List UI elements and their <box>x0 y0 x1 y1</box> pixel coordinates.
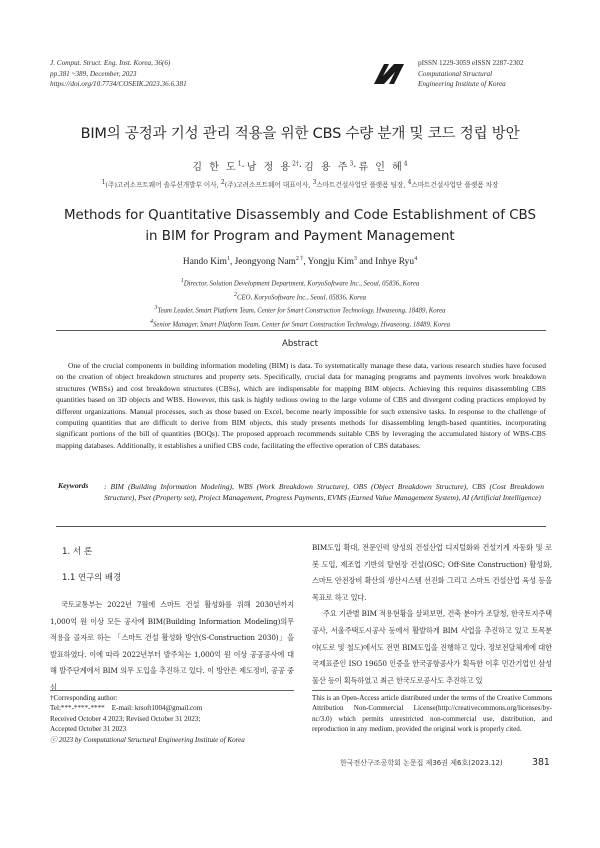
journal-pages: pp.381 ~389, December, 2023 <box>50 69 137 78</box>
journal-doi[interactable]: https://doi.org/10.7734/COSEIK.2023.36.6.381 <box>50 80 187 88</box>
author-email[interactable]: E-mail: krsoft1004@gmail.com <box>111 704 203 713</box>
body-left-column: 국토교통부는 2022년 7월에 스마트 건설 활성화를 위해 2030년까지 1,000억 원 이상 모든 공사에 BIM(Building Information Modeling)의무 적용을 골자로 하는 「스마트 건설 활성화 방안(S-Construction 2030)」을 발표하였다. 이에 따라 2022년부터 발주처는 1,000억 원 이상 공공공사에 대해 발주단계에서 BIM 의무 도입을 추진하고 있다. 이 방안은 제도정비, 공공 중심 <box>50 600 294 692</box>
publisher-line2: Engineering Institute of Korea <box>418 80 506 88</box>
abstract-top-rule <box>56 330 546 331</box>
paper-title-korean: BIM의 공정과 기성 관리 적용을 위한 CBS 수량 분개 및 코드 정립 방안 <box>80 126 520 142</box>
section-heading: 1. 서 론 <box>62 547 93 557</box>
footnote-rule-right <box>312 690 552 691</box>
paper-title-english: Methods for Quantitative Disassembly and Code Establishment of CBS in BIM for Program and Payment Management <box>63 208 537 244</box>
authors-korean: 김 한 도$^1$·남 정 용$^{2\dagger}$·김 용 주$^3$·류 인 혜$^4$ <box>192 160 408 173</box>
publisher-line1: Computational Structural <box>418 69 493 78</box>
author-ko-1: 김 한 도 <box>192 162 238 173</box>
affiliations-english: $^1$Director, Solution Development Department, KoryoSoftware Inc., Seoul, 05836, Korea $^2$CEO, KoryoSoftware Inc., Seoul, 05836, Korea $^3$Team Leader, Smart Platform Team, Center for Smart Construction Technology, Hwaseong, 18489, Korea $^4$Senior Manager, Smart Platform Team, Center for Smart Construction Technology, Hwaseong, 18489, Korea <box>150 278 450 328</box>
coseik-logo-icon <box>372 60 406 86</box>
body-right-column <box>312 540 552 689</box>
abstract-text: One of the crucial components in building information modeling (BIM) is data. To systematically manage these data, various research studies have focused on the creation of object breakdown structures and property sets. Specifically, crucial data for managing programs and payments involves work breakdown structures (WBSs) and cost breakdown structures (CBSs), which are indispensable for mapping BIM objects. Achieving this requires disassembling CBS quantities based on 3D objects and WBS. However, this task is highly tedious owing to the large volume of CBS and divergent coding practices employed by different organizations. Manual processes, such as those based on Excel, become nearly impossible for such extensive tasks. In response to the challenge of computing quantities that are difficult to derive from BIM objects, this study presents methods for disassembling length-based quantities, incorporating significant portions of the bill of quantities (BOQs). The proposed approach recommends suitable CBS by leveraging the accumulated history of WBS-CBS mapping databases. Additionally, it establishes a unified CBS code, facilitating the effective operation of CBS databases. <box>56 361 546 450</box>
issn: pISSN 1229-3059 eISSN 2287-2302 <box>418 59 524 67</box>
body-right-paragraph-2: 주요 기관별 BIM 적용현황을 살펴보면, 건축 분야가 조달청, 한국토지주택공사, 서울주택도시공사 등에서 활발하게 BIM 사업을 추진하고 있고 토목분야(도로 및 철도)에서도 전면 BIM도입을 진행하고 있다. 정보전달체계에 대한 국제표준인 ISO 19650 인증을 한국공항공사가 획득한 이후 민간기업인 삼성물산 등이 획득하였고 최근 한국도로공사도 추진하고 있 <box>312 609 552 685</box>
license-notice: This is an Open-Access article distributed under the terms of the Creative Commons Attribution Non-Commercial License(http://creativecommons.org/licenses/by-nc/3.0) which permits unrestricted non-commercial use, distribution, and reproduction in any medium, provided the original work is properly cited. <box>312 694 552 734</box>
subsection-heading: 1.1 연구의 배경 <box>62 572 122 582</box>
corresponding-footnote: †Corresponding author: Tel:***-****-**** E-mail: krsoft1004@gmail.com Received October 4 2023; Revised October 31 2023; Accepted October 31 2023 ⓒ 2023 by Computational Structural Engineering Institute of Korea <box>50 693 296 745</box>
author-ko-4: 류 인 혜 <box>358 162 404 173</box>
journal-citation <box>50 58 187 90</box>
authors-english: Hando Kim$^1$, Jeongyong Nam$^{2 \dagger}$, Yongju Kim$^3$ and Inhye Ryu$^4$ <box>182 256 418 268</box>
affiliations-korean: $^1$(주)고려소프트웨어 솔루션개발부 이사, $^2$(주)고려소프트웨어 대표이사, $^3$스마트건설사업단 플랫폼 팀장, $^4$스마트건설사업단 플랫폼 차장 <box>101 179 499 190</box>
footnote-rule-left <box>50 690 294 691</box>
author-ko-3: 김 용 주 <box>304 162 350 173</box>
keywords-label: Keywords <box>58 481 89 490</box>
journal-name: J. Comput. Struct. Eng. Inst. Korea, 36(6) <box>50 59 171 67</box>
author-ko-2: 남 정 용 <box>246 162 293 173</box>
author-tel: Tel:***-****-**** <box>50 704 105 713</box>
copyright: ⓒ 2023 by Computational Structural Engineering Institute of Korea <box>50 735 245 744</box>
body-right-paragraph-1: BIM도입 확대, 전문인력 양성의 건설산업 디지털화와 건설기계 자동화 및 로봇 도입, 제조업 기반의 탈현장 건설(OSC; Off-Site Construction) 활성화, 스마트 안전장비 확산의 생산시스템 선진화 그리고 스마트 건설산업 육성 등을 목표로 하고 있다. <box>312 543 552 602</box>
publisher-info <box>418 58 524 90</box>
footer-journal: 한국전산구조공학회 논문집 제36권 제6호(2023.12) <box>340 759 503 767</box>
abstract-bottom-rule <box>56 526 546 527</box>
abstract-heading: Abstract <box>281 339 319 349</box>
page-number: 381 <box>532 757 550 768</box>
keywords-text: : BIM (Building Information Modeling), WBS (Work Breakdown Structure), OBS (Object Breakdown Structure), CBS (Cost Breakdown Structure), Pset (Property set), Project Management, Progress Payments, EVMS (Earned Value Management System), AI (Artificial Intelligence) <box>104 482 544 503</box>
